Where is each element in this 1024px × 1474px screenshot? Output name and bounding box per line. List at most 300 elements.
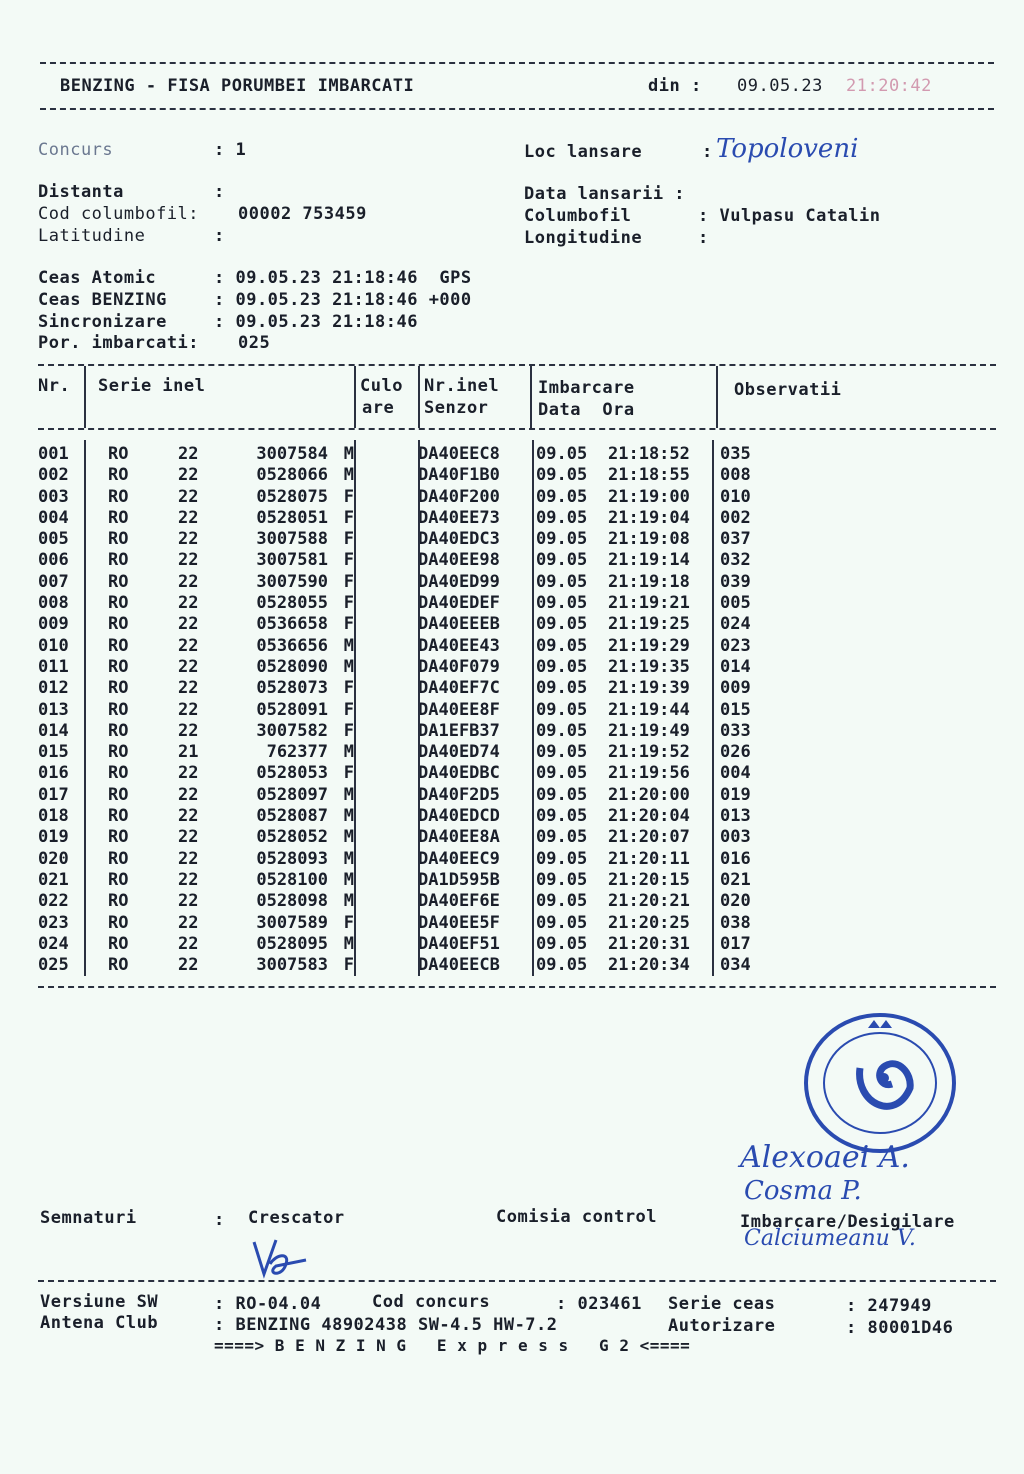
col-header-culoare-1: Culo	[360, 376, 403, 396]
row-country: RO	[108, 699, 129, 720]
row-ring-number: 0528075	[256, 486, 328, 507]
federation-stamp-icon	[800, 1008, 960, 1158]
versiune-value: : RO-04.04	[214, 1294, 322, 1314]
col-header-serie-inel: Serie inel	[98, 376, 206, 396]
row-color	[354, 891, 416, 912]
row-sex: F	[343, 699, 354, 720]
row-sensor: DA40EE5F	[418, 912, 500, 933]
row-time: 21:20:00	[608, 784, 690, 805]
row-sensor: DA40EE8F	[418, 699, 500, 720]
row-date: 09.05	[536, 955, 588, 976]
col-header-nr-inel: Nr.inel	[424, 376, 500, 396]
row-observation: 009	[720, 678, 751, 699]
row-sensor: DA40EF51	[418, 933, 500, 954]
row-sensor: DA40F079	[418, 656, 500, 677]
row-color	[354, 913, 416, 934]
col-header-nr: Nr.	[38, 376, 71, 396]
row-divider	[712, 440, 714, 976]
row-country: RO	[108, 593, 129, 614]
table-divider	[354, 366, 356, 428]
row-divider	[354, 440, 356, 976]
row-year: 22	[178, 529, 199, 550]
row-time: 21:18:55	[608, 465, 690, 486]
row-sensor: DA40EE73	[418, 507, 500, 528]
breeder-signature-icon	[246, 1234, 316, 1284]
col-header-senzor: Senzor	[424, 398, 489, 418]
row-time: 21:19:08	[608, 529, 690, 550]
row-date: 09.05	[536, 550, 588, 571]
row-time: 21:19:18	[608, 571, 690, 592]
table-row	[38, 572, 780, 593]
table-row	[38, 742, 780, 763]
row-sensor: DA1D595B	[418, 869, 500, 890]
row-ring-number: 3007584	[256, 444, 328, 464]
row-nr: 009	[38, 614, 69, 635]
row-color	[354, 742, 416, 763]
row-year: 21	[178, 742, 199, 763]
semnaturi-sep: :	[214, 1210, 225, 1230]
row-sex: F	[343, 763, 354, 784]
row-nr: 013	[38, 699, 69, 720]
row-ring-number: 0528097	[256, 784, 328, 805]
row-color	[354, 870, 416, 891]
row-color	[354, 678, 416, 699]
row-sex: M	[343, 635, 354, 656]
row-country: RO	[108, 614, 129, 635]
row-date: 09.05	[536, 848, 588, 869]
row-country: RO	[108, 720, 129, 741]
row-color	[354, 614, 416, 635]
col-header-culoare-2: are	[362, 398, 395, 418]
row-ring-number: 0528098	[256, 891, 328, 912]
row-nr: 012	[38, 678, 69, 699]
row-country: RO	[108, 784, 129, 805]
ceas-atomic-value: : 09.05.23 21:18:46 GPS	[214, 268, 472, 288]
loc-lansare-label: Loc lansare	[524, 142, 643, 162]
row-color	[354, 934, 416, 955]
row-sex: M	[343, 891, 354, 912]
longitudine-value: :	[698, 228, 709, 248]
table-row	[38, 636, 780, 657]
row-time: 21:19:14	[608, 550, 690, 571]
row-time: 21:19:35	[608, 656, 690, 677]
table-row	[38, 763, 780, 784]
row-time: 21:19:25	[608, 614, 690, 635]
row-observation: 017	[720, 933, 751, 954]
table-row	[38, 529, 780, 550]
col-header-observatii: Observatii	[734, 380, 842, 400]
din-label: din :	[648, 76, 702, 96]
row-country: RO	[108, 465, 129, 486]
row-ring-number: 0528091	[256, 699, 328, 720]
row-date: 09.05	[536, 827, 588, 848]
row-divider	[532, 440, 534, 976]
row-nr: 004	[38, 507, 69, 528]
row-nr: 014	[38, 720, 69, 741]
row-country: RO	[108, 571, 129, 592]
row-ring-number: 0528093	[256, 848, 328, 869]
row-time: 21:20:21	[608, 891, 690, 912]
row-country: RO	[108, 763, 129, 784]
row-year: 22	[178, 827, 199, 848]
serie-ceas-value: : 247949	[846, 1296, 932, 1316]
table-row	[38, 508, 780, 529]
row-time: 21:20:07	[608, 827, 690, 848]
row-observation: 015	[720, 699, 751, 720]
row-country: RO	[108, 656, 129, 677]
cod-columbofil-value: 00002 753459	[238, 204, 367, 224]
row-time: 21:19:21	[608, 593, 690, 614]
row-sensor: DA40F1B0	[418, 465, 500, 486]
commission-signature-3: Calciumeanu V.	[744, 1226, 916, 1251]
row-ring-number: 3007589	[256, 912, 328, 933]
commission-signature-1: Alexoaei A.	[740, 1140, 910, 1175]
row-observation: 038	[720, 912, 751, 933]
row-date: 09.05	[536, 635, 588, 656]
concurs-label: Concurs	[38, 140, 114, 160]
table-row	[38, 870, 780, 891]
row-nr: 024	[38, 933, 69, 954]
row-observation: 020	[720, 891, 751, 912]
row-country: RO	[108, 742, 129, 763]
row-date: 09.05	[536, 720, 588, 741]
row-observation: 010	[720, 486, 751, 507]
row-observation: 004	[720, 763, 751, 784]
table-row	[38, 955, 780, 976]
row-color	[354, 827, 416, 848]
row-year: 22	[178, 699, 199, 720]
sincronizare-label: Sincronizare	[38, 312, 167, 332]
row-year: 22	[178, 806, 199, 827]
row-observation: 037	[720, 529, 751, 550]
row-observation: 032	[720, 550, 751, 571]
row-sex: F	[343, 678, 354, 699]
row-sex: F	[343, 507, 354, 528]
row-observation: 021	[720, 869, 751, 890]
row-nr: 016	[38, 763, 69, 784]
table-row	[38, 785, 780, 806]
row-year: 22	[178, 912, 199, 933]
table-row	[38, 465, 780, 486]
row-time: 21:19:49	[608, 720, 690, 741]
row-date: 09.05	[536, 656, 588, 677]
row-ring-number: 0536656	[256, 635, 328, 656]
row-color	[354, 550, 416, 571]
row-divider	[418, 440, 420, 976]
antena-club-label: Antena Club	[40, 1313, 159, 1333]
footer-top-rule	[38, 1280, 996, 1282]
row-sex: F	[343, 912, 354, 933]
header-bottom-rule	[40, 108, 994, 110]
versiune-label: Versiune SW	[40, 1292, 159, 1312]
row-observation: 013	[720, 806, 751, 827]
row-year: 22	[178, 465, 199, 486]
row-time: 21:19:56	[608, 763, 690, 784]
row-year: 22	[178, 869, 199, 890]
row-ring-number: 0528053	[256, 763, 328, 784]
row-nr: 021	[38, 869, 69, 890]
row-nr: 025	[38, 955, 69, 976]
antena-club-value: : BENZING 48902438 SW-4.5 HW-7.2	[214, 1315, 558, 1335]
row-nr: 015	[38, 742, 69, 763]
row-nr: 001	[38, 444, 69, 464]
row-nr: 019	[38, 827, 69, 848]
row-observation: 023	[720, 635, 751, 656]
row-ring-number: 762377	[266, 742, 328, 763]
row-year: 22	[178, 678, 199, 699]
row-observation: 008	[720, 465, 751, 486]
row-color	[354, 657, 416, 678]
data-lansarii-label: Data lansarii :	[524, 184, 686, 204]
row-sensor: DA40EEC9	[418, 848, 500, 869]
row-country: RO	[108, 678, 129, 699]
row-color	[354, 508, 416, 529]
row-year: 22	[178, 933, 199, 954]
row-time: 21:19:44	[608, 699, 690, 720]
row-ring-number: 0528066	[256, 465, 328, 486]
row-ring-number: 0528051	[256, 507, 328, 528]
loc-lansare-sep: :	[702, 142, 713, 162]
table-divider	[84, 366, 86, 428]
row-country: RO	[108, 827, 129, 848]
row-sex: M	[343, 869, 354, 890]
table-row	[38, 934, 780, 955]
row-time: 21:20:04	[608, 806, 690, 827]
row-color	[354, 465, 416, 486]
row-sex: F	[343, 486, 354, 507]
row-sex: M	[343, 444, 354, 464]
row-sensor: DA40EF6E	[418, 891, 500, 912]
row-observation: 035	[720, 444, 751, 464]
row-date: 09.05	[536, 699, 588, 720]
row-nr: 005	[38, 529, 69, 550]
row-year: 22	[178, 571, 199, 592]
col-header-imbarcare: Imbarcare	[538, 378, 635, 398]
row-color	[354, 955, 416, 976]
row-year: 22	[178, 656, 199, 677]
row-time: 21:18:52	[608, 444, 690, 464]
row-year: 22	[178, 635, 199, 656]
commission-signature-2: Cosma P.	[744, 1176, 862, 1206]
row-color	[354, 763, 416, 784]
row-sensor: DA40EE98	[418, 550, 500, 571]
row-ring-number: 0528073	[256, 678, 328, 699]
table-divider	[716, 366, 718, 428]
row-nr: 007	[38, 571, 69, 592]
row-sex: M	[343, 848, 354, 869]
table-divider	[530, 366, 532, 428]
row-year: 22	[178, 550, 199, 571]
row-date: 09.05	[536, 486, 588, 507]
row-date: 09.05	[536, 465, 588, 486]
row-color	[354, 785, 416, 806]
row-country: RO	[108, 486, 129, 507]
table-row	[38, 593, 780, 614]
row-observation: 039	[720, 571, 751, 592]
row-ring-number: 0528090	[256, 656, 328, 677]
row-country: RO	[108, 507, 129, 528]
row-ring-number: 0528087	[256, 806, 328, 827]
sincronizare-value: : 09.05.23 21:18:46	[214, 312, 418, 332]
header-date: 09.05.23	[737, 76, 823, 96]
distanta-label: Distanta	[38, 182, 124, 202]
row-color	[354, 444, 416, 465]
table-top-rule	[38, 364, 996, 366]
row-ring-number: 0528100	[256, 869, 328, 890]
row-sex: F	[343, 550, 354, 571]
row-sex: F	[343, 614, 354, 635]
row-sex: F	[343, 593, 354, 614]
row-time: 21:20:15	[608, 869, 690, 890]
row-sex: M	[343, 933, 354, 954]
row-date: 09.05	[536, 806, 588, 827]
row-nr: 003	[38, 486, 69, 507]
brand-line: ====> B E N Z I N G E x p r e s s G 2 <====	[214, 1336, 691, 1355]
row-date: 09.05	[536, 742, 588, 763]
row-time: 21:19:29	[608, 635, 690, 656]
row-ring-number: 3007590	[256, 571, 328, 592]
row-sensor: DA40EEEB	[418, 614, 500, 635]
crescator-label: Crescator	[248, 1208, 345, 1228]
row-sex: M	[343, 465, 354, 486]
row-ring-number: 0536658	[256, 614, 328, 635]
row-sensor: DA40ED99	[418, 571, 500, 592]
table-bottom-rule	[38, 986, 996, 988]
table-row	[38, 678, 780, 699]
row-observation: 019	[720, 784, 751, 805]
row-sensor: DA1EFB37	[418, 720, 500, 741]
table-row	[38, 700, 780, 721]
row-nr: 002	[38, 465, 69, 486]
row-observation: 026	[720, 742, 751, 763]
row-sensor: DA40EECB	[418, 955, 500, 976]
row-sensor: DA40EDEF	[418, 593, 500, 614]
row-country: RO	[108, 806, 129, 827]
row-date: 09.05	[536, 933, 588, 954]
table-row	[38, 444, 780, 465]
row-year: 22	[178, 614, 199, 635]
row-nr: 023	[38, 912, 69, 933]
row-sex: F	[343, 955, 354, 976]
row-year: 22	[178, 955, 199, 976]
row-sex: M	[343, 827, 354, 848]
row-country: RO	[108, 848, 129, 869]
porumbei-imbarcati-label: Por. imbarcati:	[38, 333, 200, 353]
row-time: 21:19:04	[608, 507, 690, 528]
row-ring-number: 3007581	[256, 550, 328, 571]
row-observation: 016	[720, 848, 751, 869]
row-sensor: DA40EDCD	[418, 806, 500, 827]
ceas-atomic-label: Ceas Atomic	[38, 268, 157, 288]
autorizare-value: : 80001D46	[846, 1318, 954, 1338]
row-sensor: DA40F200	[418, 486, 500, 507]
row-color	[354, 636, 416, 657]
table-row	[38, 891, 780, 912]
row-time: 21:20:25	[608, 912, 690, 933]
row-date: 09.05	[536, 763, 588, 784]
row-color	[354, 529, 416, 550]
row-ring-number: 0528095	[256, 933, 328, 954]
row-year: 22	[178, 784, 199, 805]
row-date: 09.05	[536, 614, 588, 635]
row-date: 09.05	[536, 784, 588, 805]
row-nr: 008	[38, 593, 69, 614]
row-time: 21:20:11	[608, 848, 690, 869]
row-observation: 024	[720, 614, 751, 635]
table-row	[38, 827, 780, 848]
row-observation: 034	[720, 955, 751, 976]
row-nr: 017	[38, 784, 69, 805]
row-observation: 003	[720, 827, 751, 848]
row-sex: M	[343, 656, 354, 677]
table-divider	[418, 366, 420, 428]
row-color	[354, 700, 416, 721]
row-date: 09.05	[536, 678, 588, 699]
row-ring-number: 0528055	[256, 593, 328, 614]
row-date: 09.05	[536, 571, 588, 592]
row-sex: F	[343, 571, 354, 592]
row-nr: 010	[38, 635, 69, 656]
serie-ceas-label: Serie ceas	[668, 1294, 776, 1314]
row-country: RO	[108, 955, 129, 976]
cod-concurs-label: Cod concurs	[372, 1292, 491, 1312]
row-country: RO	[108, 912, 129, 933]
row-year: 22	[178, 763, 199, 784]
ceas-benzing-value: : 09.05.23 21:18:46 +000	[214, 290, 472, 310]
autorizare-label: Autorizare	[668, 1316, 776, 1336]
row-date: 09.05	[536, 593, 588, 614]
row-year: 22	[178, 507, 199, 528]
row-observation: 005	[720, 593, 751, 614]
row-year: 22	[178, 891, 199, 912]
header-time: 21:20:42	[846, 76, 932, 96]
row-time: 21:19:39	[608, 678, 690, 699]
row-sensor: DA40EE43	[418, 635, 500, 656]
row-sensor: DA40EF7C	[418, 678, 500, 699]
row-time: 21:20:31	[608, 933, 690, 954]
imbarcare-desigilare-label: Imbarcare/Desigilare	[740, 1212, 955, 1232]
table-row	[38, 657, 780, 678]
row-year: 22	[178, 444, 199, 464]
row-ring-number: 0528052	[256, 827, 328, 848]
row-date: 09.05	[536, 912, 588, 933]
col-header-data-ora: Data Ora	[538, 400, 635, 420]
row-country: RO	[108, 529, 129, 550]
row-sex: F	[343, 720, 354, 741]
row-color	[354, 572, 416, 593]
row-sex: M	[343, 806, 354, 827]
row-date: 09.05	[536, 869, 588, 890]
row-year: 22	[178, 720, 199, 741]
row-date: 09.05	[536, 507, 588, 528]
row-sex: F	[343, 529, 354, 550]
table-row	[38, 614, 780, 635]
cod-concurs-value: : 023461	[556, 1294, 642, 1314]
row-sex: M	[343, 784, 354, 805]
row-color	[354, 849, 416, 870]
row-date: 09.05	[536, 529, 588, 550]
row-color	[354, 593, 416, 614]
table-row	[38, 721, 780, 742]
row-sensor: DA40EE8A	[418, 827, 500, 848]
row-time: 21:19:00	[608, 486, 690, 507]
table-row	[38, 806, 780, 827]
row-country: RO	[108, 869, 129, 890]
columbofil-label: Columbofil	[524, 206, 632, 226]
document-title: BENZING - FISA PORUMBEI IMBARCATI	[60, 76, 415, 96]
row-ring-number: 3007582	[256, 720, 328, 741]
longitudine-label: Longitudine	[524, 228, 643, 248]
